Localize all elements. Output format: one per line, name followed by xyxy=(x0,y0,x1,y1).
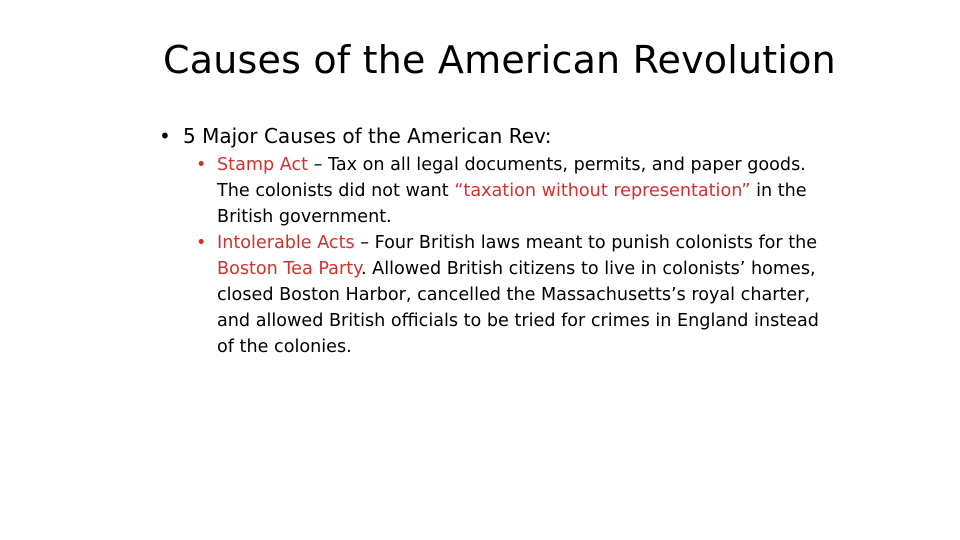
sub-bullet-list xyxy=(196,152,836,360)
sub-bullet-dot: • xyxy=(196,155,207,175)
stamp-act-quote: “taxation without representation” xyxy=(454,181,751,201)
boston-tea-party-term: Boston Tea Party xyxy=(217,259,361,279)
slide-title: Causes of the American Revolution xyxy=(163,38,836,82)
main-bullet-dot: • xyxy=(159,124,171,148)
main-bullet xyxy=(159,121,859,151)
stamp-act-text: – Tax on all legal documents, permits, and paper goods. The colonists did not want xyxy=(217,155,806,201)
sub-bullet-intolerable-acts xyxy=(196,230,836,360)
sub-bullet-dot: • xyxy=(196,233,207,253)
main-bullet-text: 5 Major Causes of the American Rev: xyxy=(183,124,552,148)
intolerable-acts-term: Intolerable Acts xyxy=(217,233,355,253)
intolerable-acts-text-end: . Allowed British citizens to live in colonists’ homes, closed Boston Harbor, cancelled the Massachusetts’s royal charter, and allowed British officials to be tried for crimes in England instead of the colonies. xyxy=(217,259,819,357)
intolerable-acts-text: – Four British laws meant to punish colonists for the xyxy=(354,233,818,253)
stamp-act-text-end: in the British government. xyxy=(217,181,807,227)
stamp-act-term: Stamp Act xyxy=(217,155,309,175)
sub-bullet-stamp-act xyxy=(196,152,836,230)
